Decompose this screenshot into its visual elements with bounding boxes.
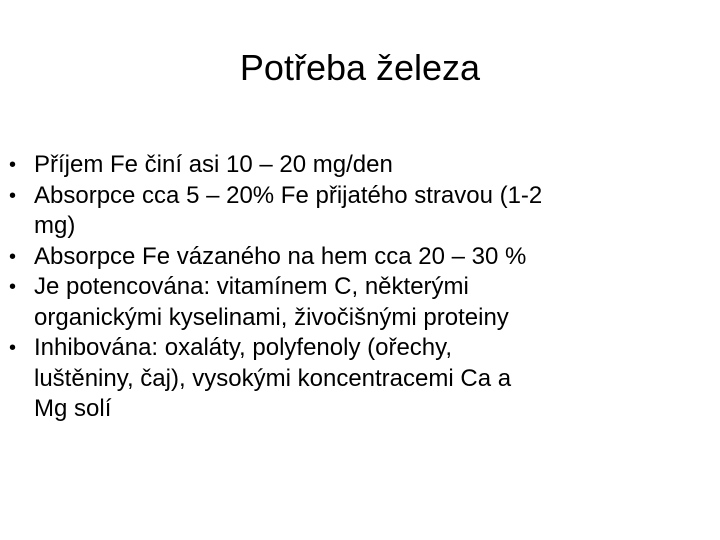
bullet-item-inhibition xyxy=(0,333,720,425)
bullet-text-continuation: Mg solí xyxy=(34,395,112,422)
bullet-text: Inhibována: oxaláty, polyfenoly (ořechy, xyxy=(34,334,453,361)
bullet-text: Absorpce cca 5 – 20% Fe přijatého stravou (1-2 xyxy=(34,181,543,209)
bullet-text-continuation: mg) xyxy=(34,212,76,239)
bullet-item-intake xyxy=(0,150,720,181)
bullet-dot-icon: • xyxy=(9,337,17,359)
bullet-text-continuation: luštěniny, čaj), vysokými koncentracemi Ca a xyxy=(34,364,512,392)
bullet-text: Příjem Fe činí asi 10 – 20 mg/den xyxy=(34,151,393,178)
bullet-text: Absorpce Fe vázaného na hem cca 20 – 30 % xyxy=(34,242,527,270)
bullet-list xyxy=(0,150,720,425)
bullet-item-heme-absorption xyxy=(0,242,720,273)
bullet-dot-icon: • xyxy=(9,154,17,176)
slide-title: Potřeba železa xyxy=(239,47,481,88)
bullet-item-absorption xyxy=(0,181,720,242)
bullet-dot-icon: • xyxy=(9,245,17,268)
bullet-dot-icon: • xyxy=(9,276,17,298)
bullet-text-continuation: organickými kyselinami, živočišnými proteiny xyxy=(34,303,509,331)
bullet-item-potentiation xyxy=(0,272,720,333)
bullet-text: Je potencována: vitamínem C, některými xyxy=(34,273,469,300)
bullet-dot-icon: • xyxy=(9,184,17,207)
